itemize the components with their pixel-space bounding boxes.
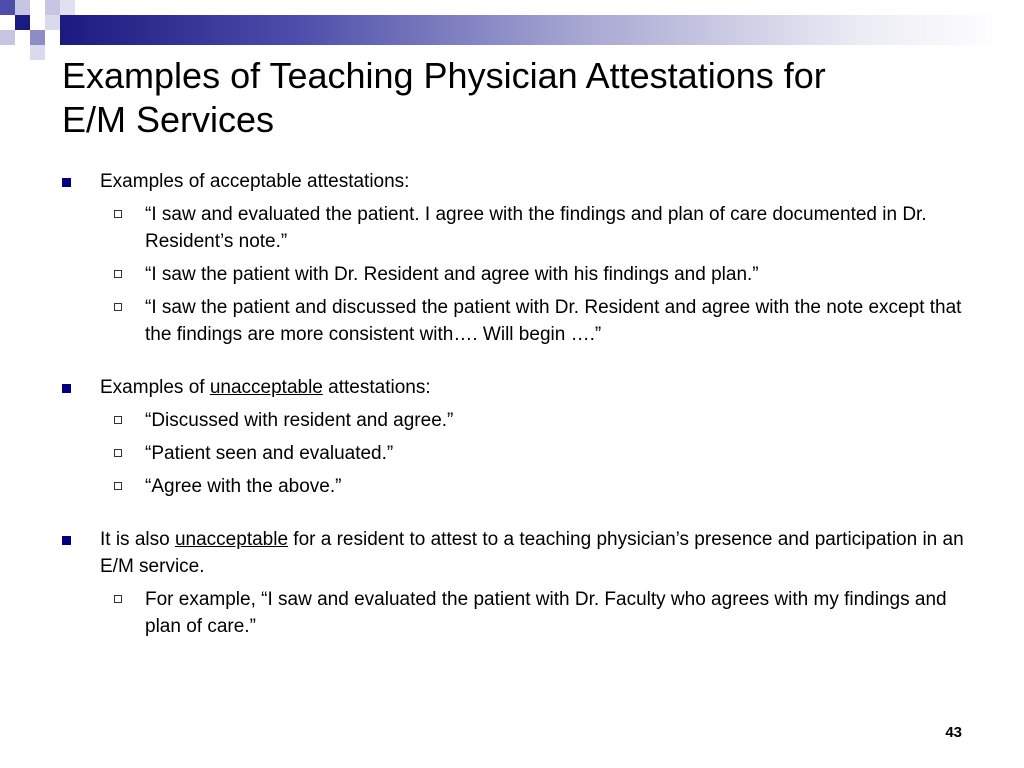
sub-bullet-text: “I saw the patient with Dr. Resident and agree with his findings and plan.” xyxy=(145,264,759,285)
title-line-2: E/M Services xyxy=(62,99,275,140)
slide-content xyxy=(0,168,1024,640)
hollow-square-bullet-icon xyxy=(114,595,122,603)
title-line-1: Examples of Teaching Physician Attestations for xyxy=(62,55,826,96)
hollow-square-bullet-icon xyxy=(114,416,122,424)
square-bullet-icon xyxy=(62,384,71,393)
sub-bullet-item xyxy=(0,586,1024,640)
sub-bullet-item xyxy=(0,294,1024,348)
hollow-square-bullet-icon xyxy=(114,270,122,278)
header-gradient-bar xyxy=(60,15,1004,45)
sub-bullet-item xyxy=(0,473,1024,500)
bullet-text-pre: It is also xyxy=(100,529,175,550)
square-bullet-icon xyxy=(62,536,71,545)
bullet-text-post: for a resident to attest to a teaching physician’s presence and participation in an E/M service. xyxy=(100,529,964,577)
sub-bullet-text: “Agree with the above.” xyxy=(145,476,342,497)
sub-bullet-item xyxy=(0,407,1024,434)
sub-bullet-text: “Patient seen and evaluated.” xyxy=(145,443,394,464)
sub-bullet-item xyxy=(0,201,1024,255)
bullet-text-emphasis: unacceptable xyxy=(174,529,289,550)
bullet-text-emphasis: unacceptable xyxy=(209,377,323,398)
bullet-text-post: attestations: xyxy=(322,377,431,398)
bullet-resident-attestation xyxy=(0,526,1024,580)
hollow-square-bullet-icon xyxy=(114,303,122,311)
bullet-acceptable-attestations xyxy=(0,168,1024,195)
bullet-unacceptable-attestations xyxy=(0,374,1024,401)
bullet-text: Examples of acceptable attestations: xyxy=(100,171,410,192)
page-number: 43 xyxy=(945,724,962,741)
hollow-square-bullet-icon xyxy=(114,482,122,490)
sub-bullet-text: “Discussed with resident and agree.” xyxy=(145,410,454,431)
hollow-square-bullet-icon xyxy=(114,210,122,218)
hollow-square-bullet-icon xyxy=(114,449,122,457)
bullet-text-pre: Examples of xyxy=(100,377,210,398)
sub-bullet-item xyxy=(0,440,1024,467)
sub-bullet-text: “I saw and evaluated the patient. I agree with the findings and plan of care documented in Dr. Resident’s note.” xyxy=(145,204,927,252)
slide-title xyxy=(62,54,962,142)
sub-bullet-item xyxy=(0,261,1024,288)
square-bullet-icon xyxy=(62,178,71,187)
sub-bullet-text: “I saw the patient and discussed the patient with Dr. Resident and agree with the note except that the findings are more consistent with…. Will begin ….” xyxy=(145,297,962,345)
sub-bullet-text: For example, “I saw and evaluated the patient with Dr. Faculty who agrees with my findings and plan of care.” xyxy=(145,589,947,637)
